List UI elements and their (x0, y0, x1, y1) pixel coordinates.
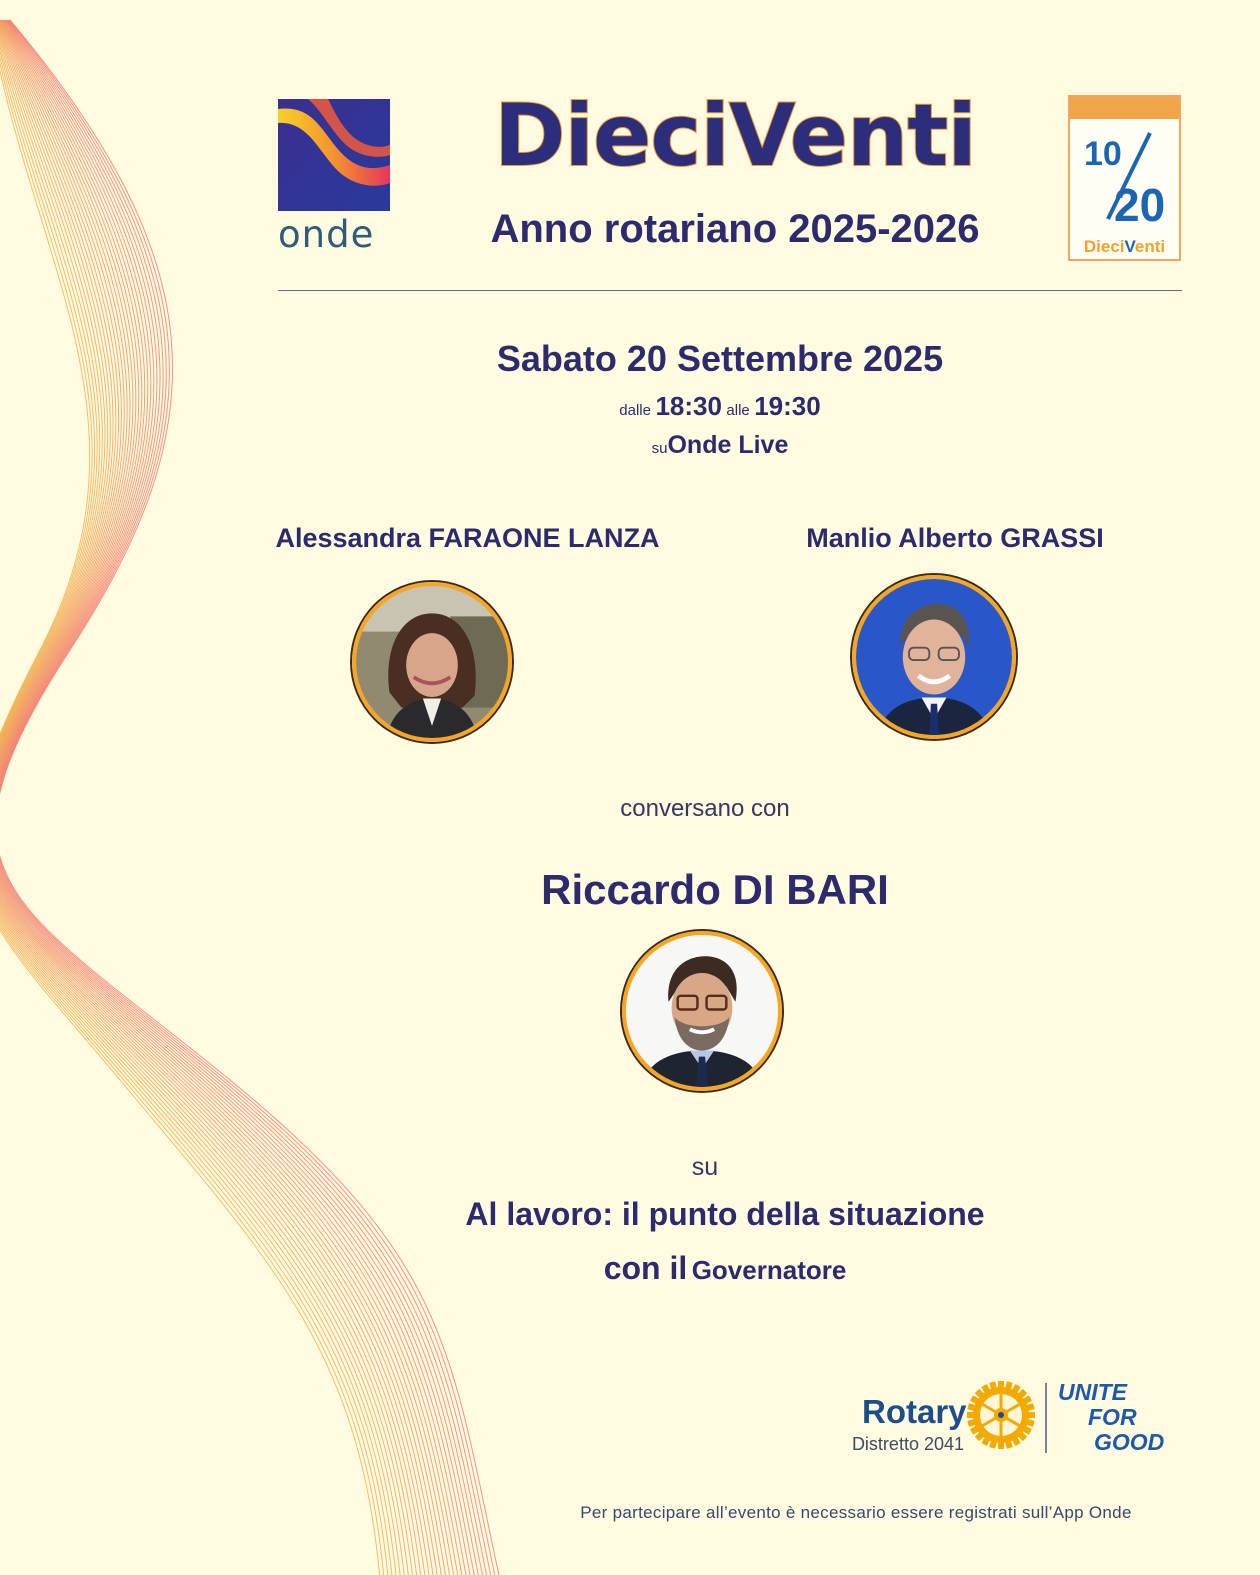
unite-for-good-logo (1058, 1380, 1173, 1455)
rotary-divider (1045, 1383, 1047, 1453)
connector-text: conversano con (620, 795, 790, 822)
wave-line (0, 20, 471, 1575)
event-date: Sabato 20 Settembre 2025 (496, 338, 944, 379)
start-time: 18:30 (655, 391, 722, 421)
svg-text:20: 20 (1114, 179, 1166, 231)
dieciventi-logo-word: DieciVenti (1083, 237, 1166, 256)
wave-line (0, 20, 492, 1575)
event-times (400, 391, 1040, 422)
host-photo (622, 931, 782, 1091)
header-divider (278, 290, 1182, 291)
onde-logo (278, 99, 390, 259)
topic-line-2-end: Governatore (691, 1255, 847, 1285)
page-title: DieciVenti (494, 86, 976, 186)
svg-text:10: 10 (1084, 135, 1122, 173)
rotary-wheel-icon (967, 1381, 1035, 1449)
slogan-line-1: UNITE (1058, 1379, 1127, 1405)
platform-name: Onde Live (667, 431, 789, 459)
speaker-left-name: Alessandra FARAONE LANZA (275, 523, 660, 553)
event-platform (400, 431, 1040, 460)
host-name: Riccardo DI BARI (541, 866, 889, 913)
topic-line-2-start: con il (603, 1250, 688, 1286)
onde-logo-text: onde (278, 213, 375, 256)
from-label: dalle (619, 402, 651, 419)
dieciventi-logo-mark (1070, 97, 1179, 259)
speaker-left-photo (352, 582, 512, 742)
wave-line (0, 20, 475, 1575)
end-time: 19:30 (754, 391, 821, 421)
slogan-line-2: FOR (1088, 1404, 1137, 1430)
speaker-right-photo (852, 575, 1016, 739)
topic-intro: su (691, 1153, 719, 1181)
dieciventi-logo (1068, 95, 1181, 261)
page-subtitle: Anno rotariano 2025-2026 (490, 207, 980, 251)
topic-line-1: Al lavoro: il punto della situazione (465, 1196, 985, 1232)
topic-line-2 (380, 1250, 1070, 1287)
wave-line (0, 20, 496, 1575)
wave-line (0, 20, 479, 1575)
to-label: alle (726, 402, 750, 419)
wave-line (0, 20, 467, 1575)
footer-note: Per partecipare all’evento è necessario essere registrati sull’App Onde (580, 1503, 1132, 1522)
rotary-district: Distretto 2041 (851, 1434, 964, 1454)
slogan-line-3: GOOD (1094, 1429, 1165, 1455)
wave-line (0, 20, 500, 1575)
speaker-right-name: Manlio Alberto GRASSI (806, 523, 1104, 553)
where-label: su (651, 440, 668, 457)
rotary-wordmark: Rotary (862, 1393, 967, 1430)
onde-logo-mark (278, 99, 390, 211)
